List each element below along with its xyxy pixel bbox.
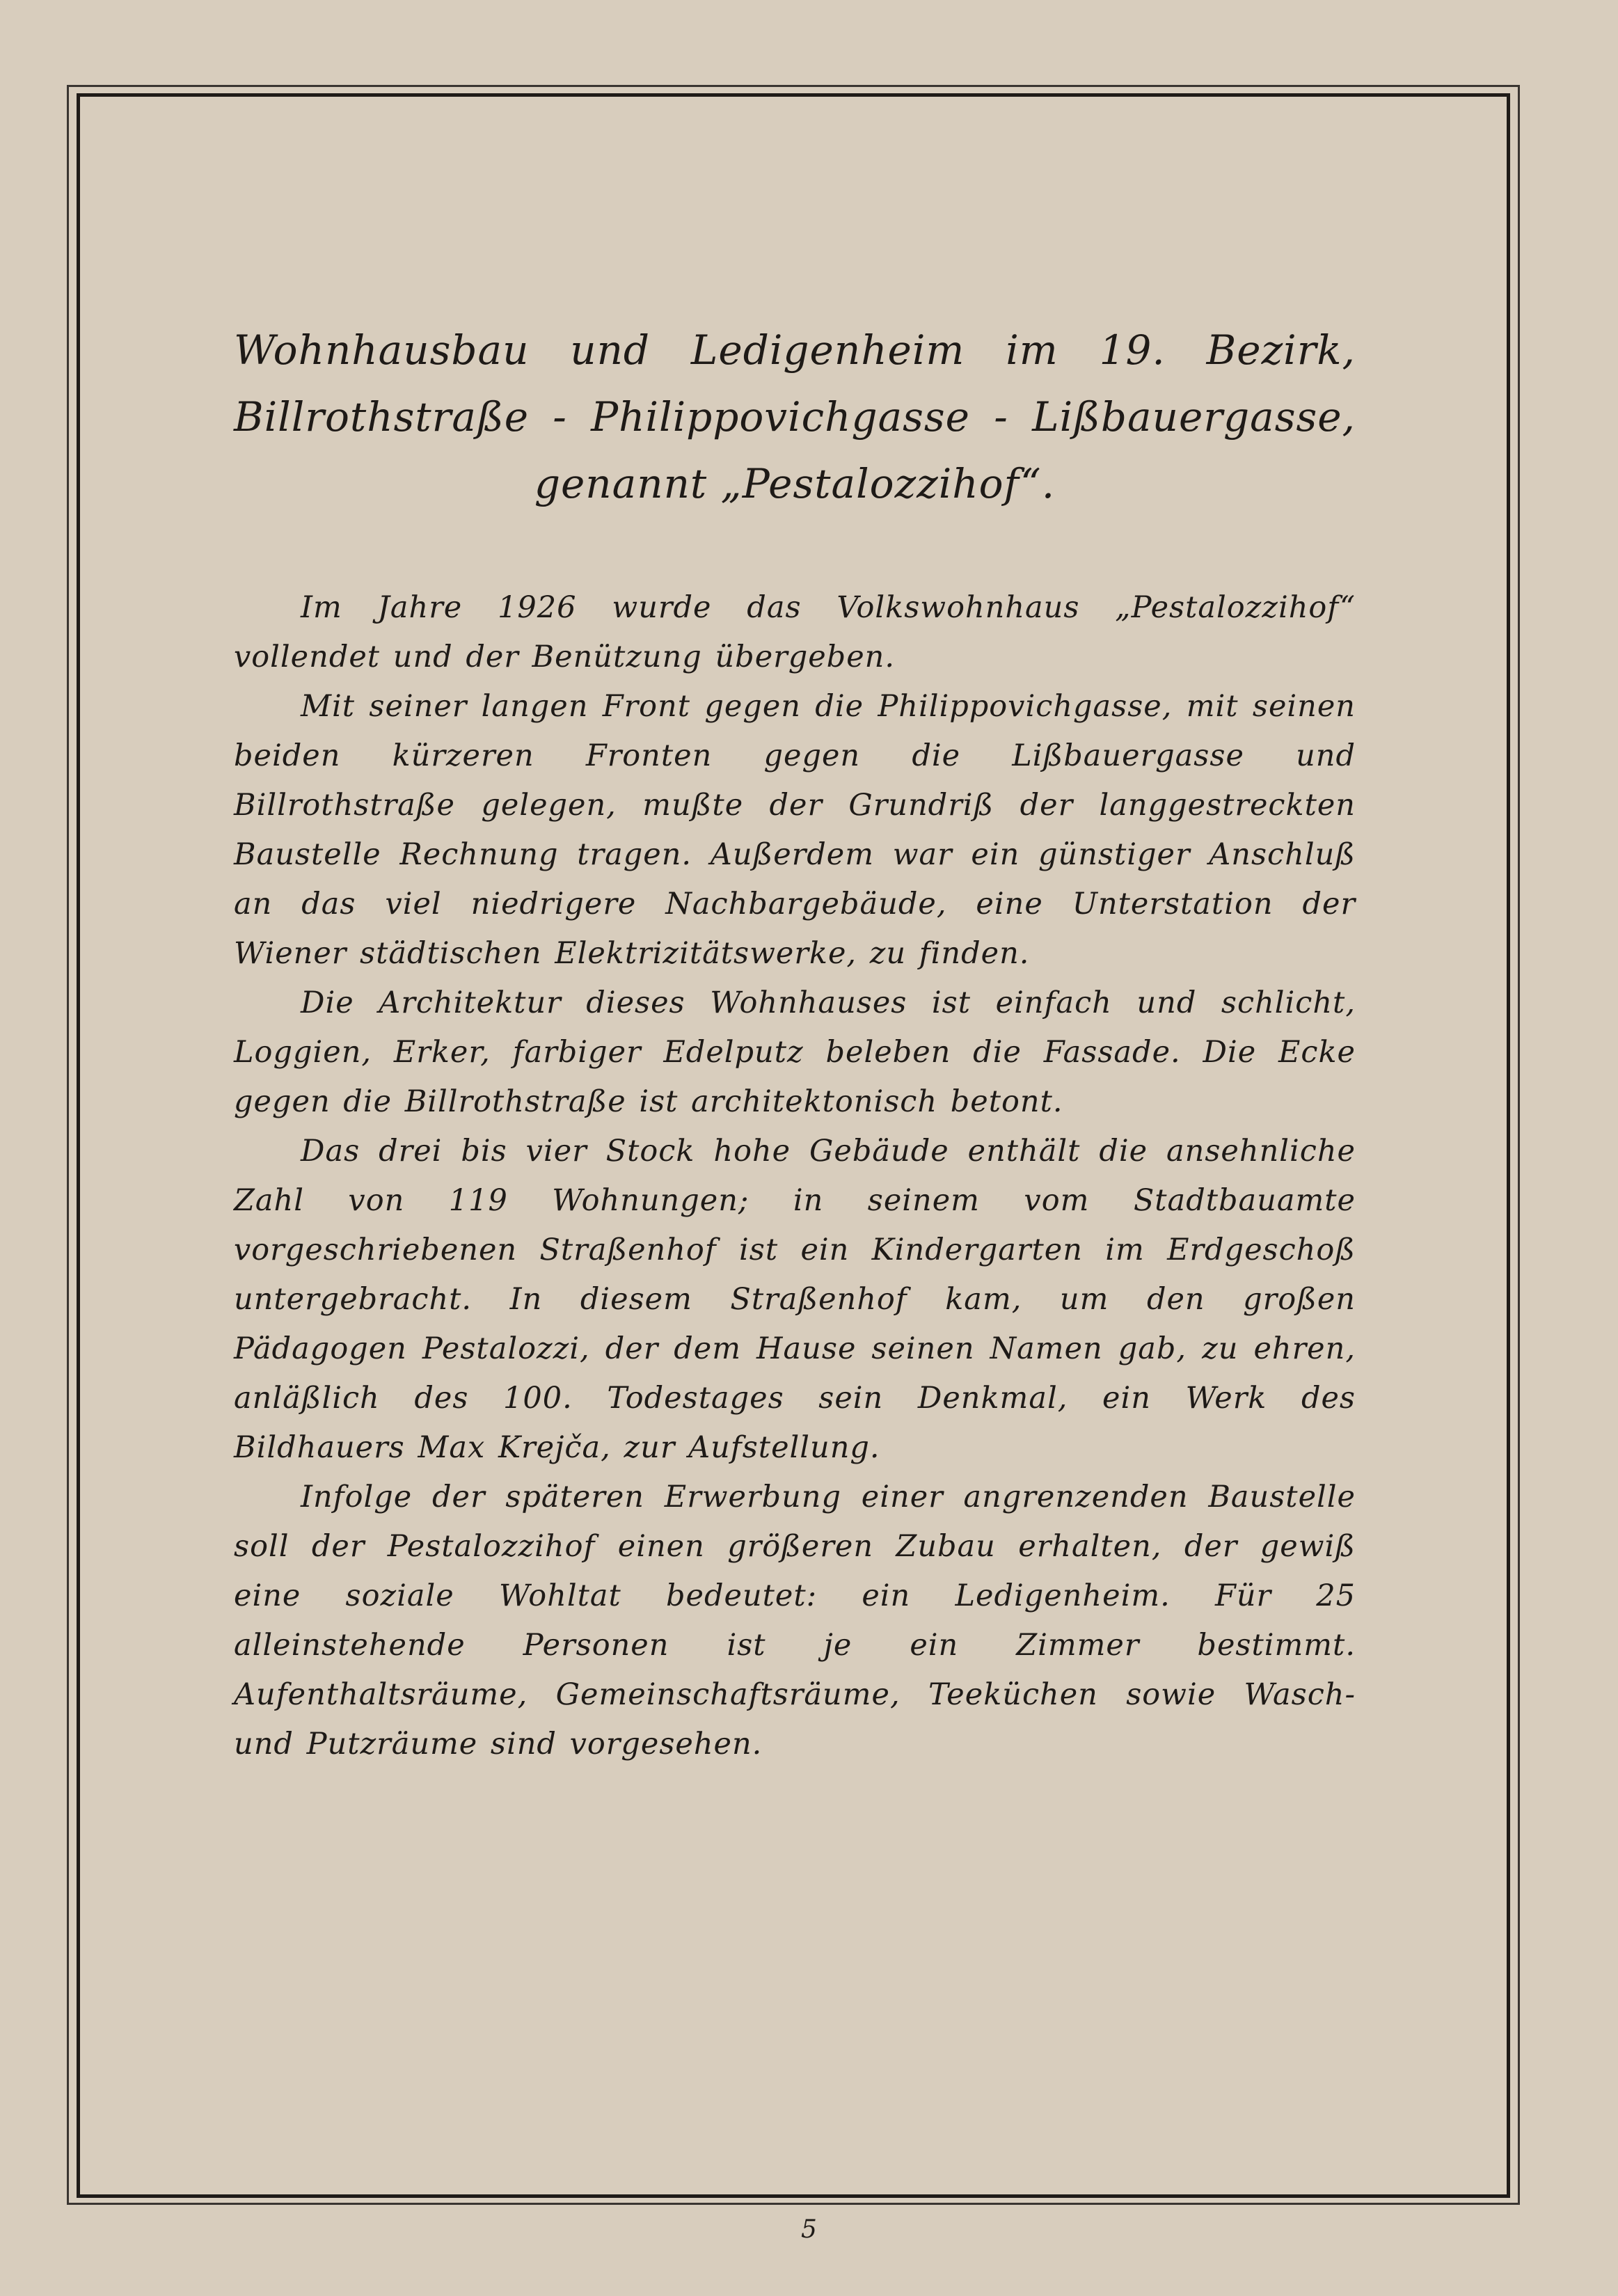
title-line-3: genannt „Pestalozzihof“. <box>534 460 1056 507</box>
page-number: 5 <box>801 2215 817 2244</box>
paragraph-4: Das drei bis vier Stock hohe Gebäude enthält die ansehnliche Zahl von 119 Wohnungen; in seinem vom Stadtbauamte vorgeschriebenen Straßenhof ist ein Kindergarten im Erdgeschoß untergebracht. In diesem Straßenhof kam, um den großen Pädagogen Pestalozzi, der dem Hause seinen Namen gab, zu ehren, anläßlich des 100. Todestages sein Denkmal, ein Werk des Bildhauers Max Krejča, zur Aufstellung. <box>234 1134 1356 1465</box>
paragraph-3: Die Architektur dieses Wohnhauses ist einfach und schlicht, Loggien, Erker, farbiger Edelputz beleben die Fassade. Die Ecke gegen die Billrothstraße ist architektonisch betont. <box>234 985 1356 1119</box>
title-line-1: Wohnhausbau und Ledigenheim im 19. Bezirk, <box>234 326 1356 374</box>
paragraph-1: Im Jahre 1926 wurde das Volkswohnhaus „Pestalozzihof“ vollendet und der Benützung übergeben. <box>234 590 1356 674</box>
paragraph-2: Mit seiner langen Front gegen die Philippovichgasse, mit seinen beiden kürzeren Fronten gegen die Lißbauergasse und Billrothstraße gelegen, mußte der Grundriß der langgestreckten Baustelle Rechnung tragen. Außerdem war ein günstiger Anschluß an das viel niedrigere Nachbargebäude, eine Unterstation der Wiener städtischen Elektrizitätswerke, zu finden. <box>234 689 1356 971</box>
page-title <box>234 317 1356 517</box>
paragraph-5: Infolge der späteren Erwerbung einer angrenzenden Baustelle soll der Pestalozzihof einen größeren Zubau erhalten, der gewiß eine soziale Wohltat bedeutet: ein Ledigenheim. Für 25 alleinstehende Personen ist je ein Zimmer bestimmt. Aufenthaltsräume, Gemeinschaftsräume, Teeküchen sowie Wasch- und Putzräume sind vorgesehen. <box>234 1480 1356 1761</box>
title-line-2: Billrothstraße - Philippovichgasse - Lißbauergasse, <box>234 393 1356 441</box>
document-body <box>234 317 1356 1769</box>
